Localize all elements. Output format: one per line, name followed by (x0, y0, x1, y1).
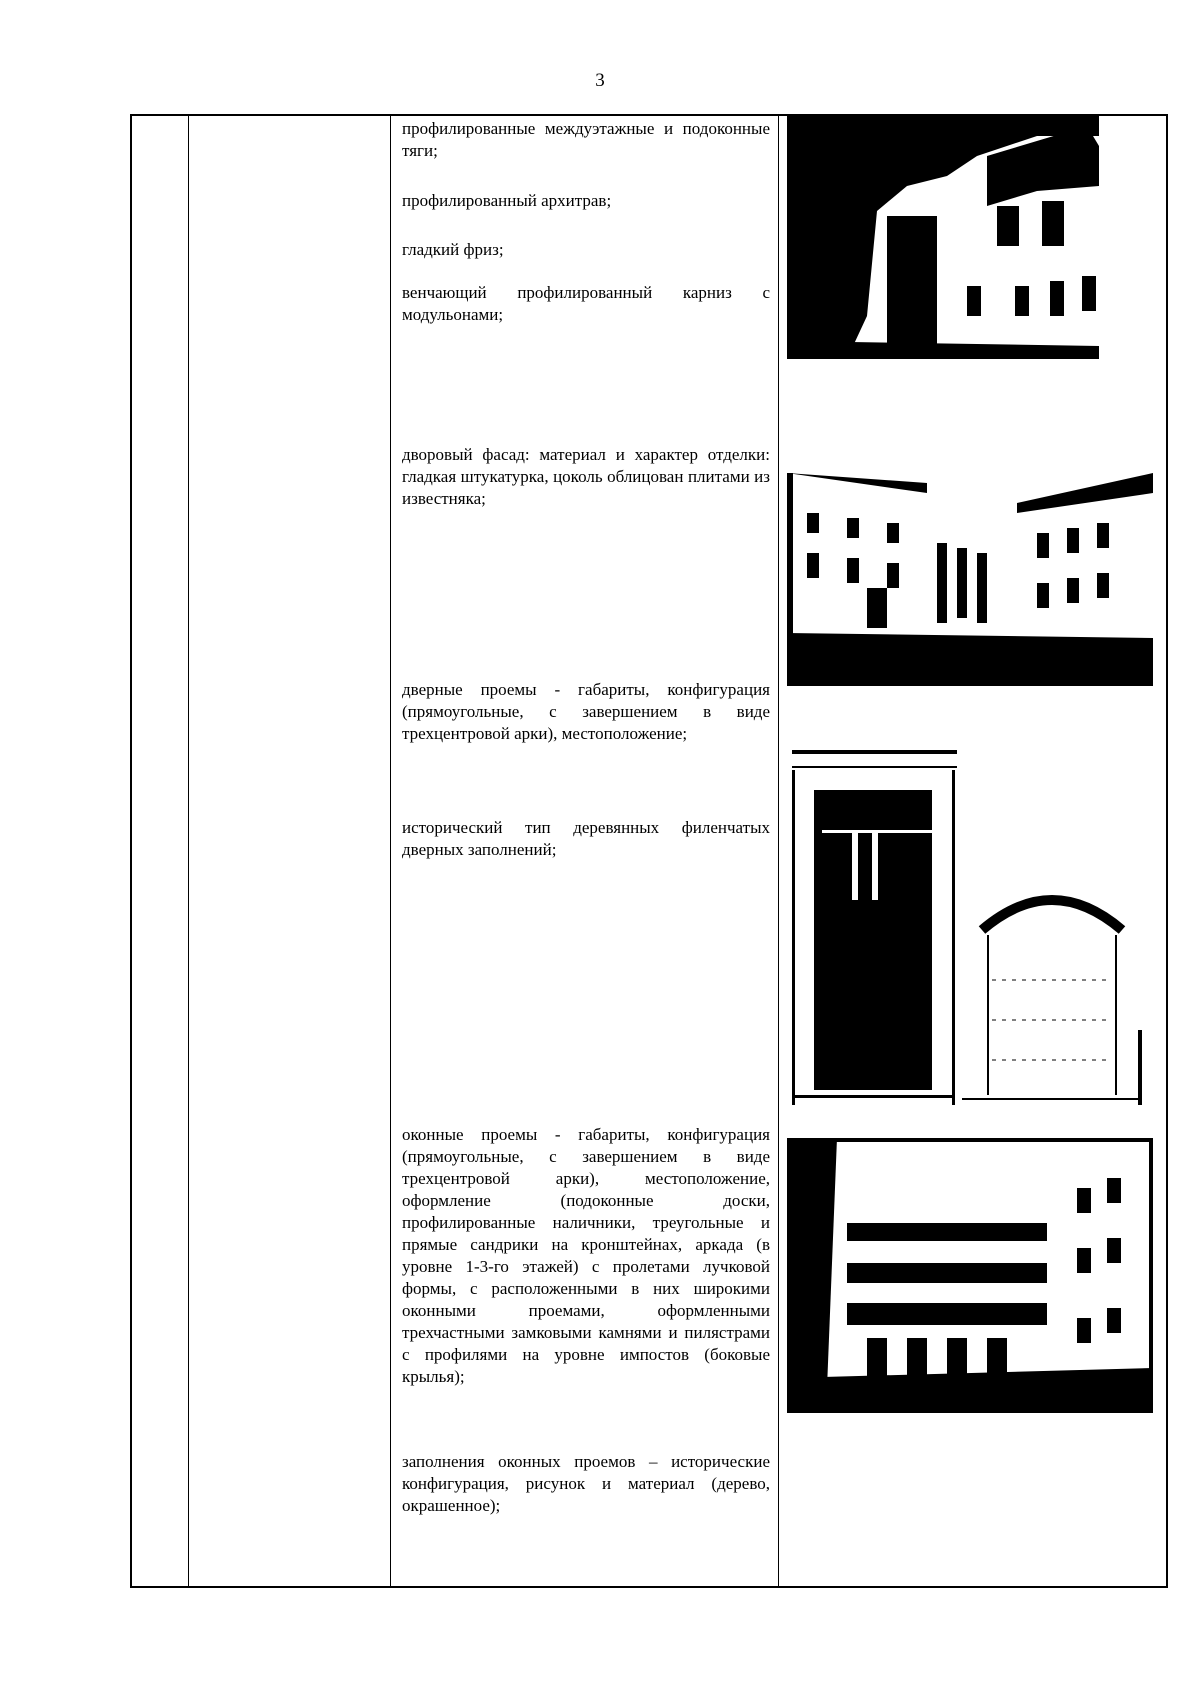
feature-item: заполнения оконных проемов – исторические конфигурация, рисунок и материал (дерево, окрашенное); (402, 1452, 770, 1515)
column-divider (778, 116, 779, 1586)
column-divider (390, 116, 391, 1586)
arcade-courtyard-photo (787, 1138, 1153, 1413)
feature-item: исторический тип деревянных филенчатых дверных заполнений; (402, 818, 770, 859)
arched-window-photo (962, 880, 1142, 1105)
feature-item: дворовый фасад: материал и характер отделки: гладкая штукатурка, цоколь облицован плитами из известняка; (402, 445, 770, 508)
page-number: 3 (595, 70, 605, 91)
feature-item: венчающий профилированный карниз с модульонами; (402, 283, 770, 324)
column-divider (188, 116, 189, 1586)
feature-item: оконные проемы - габариты, конфигурация (прямоугольные, с завершением в виде трехцентровой арки), местоположение, оформление (подоконные доски, профилированные наличники, треугольные и прямые сандрики на кронштейнах, аркада (в уровне 1-3-го этажей) с пролетами лучковой формы, с расположенными в них широкими оконными проемами, оформленными трехчастными замковыми камнями и пилястрами с профилями на уровне импостов (боковые крылья); (402, 1125, 770, 1386)
feature-item: профилированные междуэтажные и подоконные тяги; (402, 119, 770, 160)
courtyard-facade-photo (787, 473, 1153, 686)
feature-item: гладкий фриз; (402, 240, 504, 259)
wooden-door-photo (792, 750, 957, 1105)
facade-photo (787, 116, 1099, 359)
feature-item: дверные проемы - габариты, конфигурация (прямоугольные, с завершением в виде трехцентровой арки), местоположение; (402, 680, 770, 743)
feature-item: профилированный архитрав; (402, 191, 612, 210)
